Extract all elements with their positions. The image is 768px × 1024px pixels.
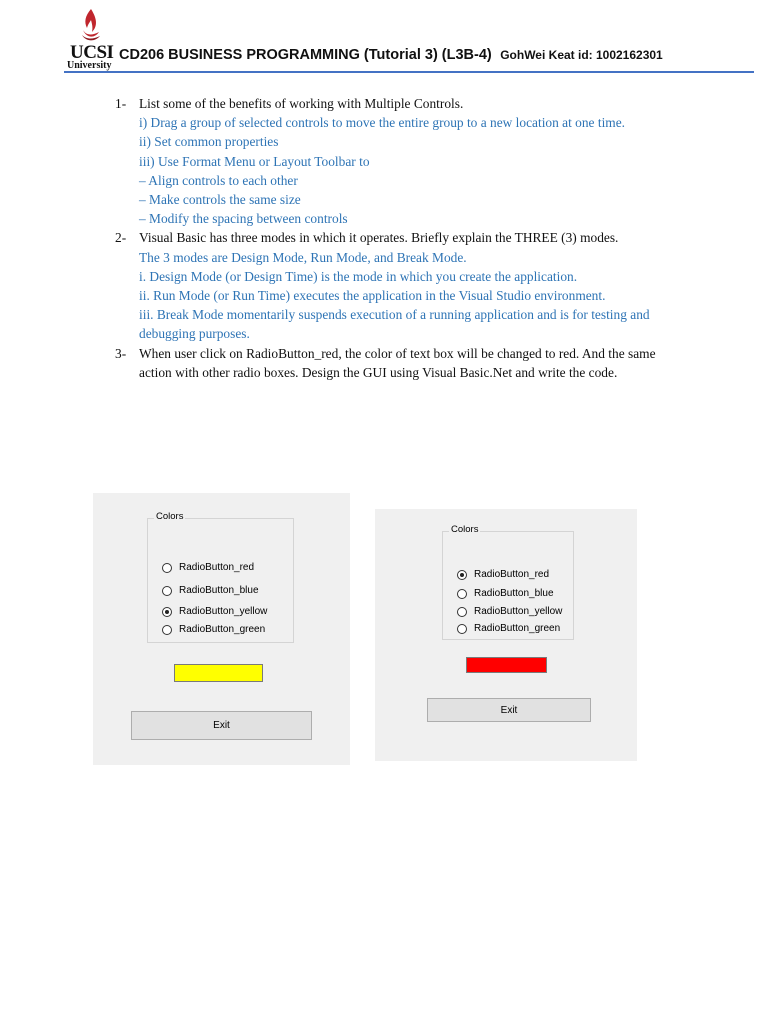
colors-groupbox [147,511,294,643]
radio-circle [162,586,172,596]
exit-button[interactable]: Exit [131,711,312,740]
radio-yellow[interactable] [162,606,267,617]
radio-label: RadioButton_yellow [179,606,268,617]
question-text: Visual Basic has three modes in which it operates. Briefly explain the THREE (3) modes. [139,230,619,246]
radio-label: RadioButton_blue [474,588,554,599]
question-number: 3- [115,345,127,361]
flame-icon [80,8,102,42]
question-2 [115,228,675,343]
answer-line: – Modify the spacing between controls [139,211,348,227]
radio-green[interactable] [457,623,560,634]
radio-blue[interactable] [457,588,554,599]
answer-line: iii) Use Format Menu or Layout Toolbar to [139,153,370,169]
groupbox-label: Colors [156,511,184,522]
question-number: 2- [115,230,127,246]
radio-red[interactable] [457,569,549,580]
radio-circle-checked [162,607,172,617]
logo-text: UCSI [70,42,114,63]
form-screenshot-yellow [93,493,350,765]
question-1 [115,94,675,228]
question-text: When user click on RadioButton_red, the color of text box will be changed to red. And the same action with other radio boxes. Design the GUI using Visual Basic.Net and write the code. [139,345,656,380]
color-textbox[interactable] [466,657,547,673]
radio-circle-checked [457,570,467,580]
question-number: 1- [115,96,127,111]
question-text: List some of the benefits of working with Multiple Controls. [139,96,464,111]
radio-label: RadioButton_green [179,624,266,635]
exit-button[interactable]: Exit [427,698,591,722]
question-3 [115,344,675,382]
radio-label: RadioButton_red [179,562,255,573]
answer-line: i) Drag a group of selected controls to move the entire group to a new location at one time. [139,115,625,131]
radio-label: RadioButton_yellow [474,606,563,617]
radio-circle [162,625,172,635]
answer-line: – Align controls to each other [139,172,298,188]
color-textbox[interactable] [174,664,263,682]
radio-label: RadioButton_blue [179,585,259,596]
colors-groupbox [442,524,574,640]
header-divider [64,71,754,73]
radio-label: RadioButton_green [474,623,561,634]
answer-line: i. Design Mode (or Design Time) is the mode in which you create the application. [139,268,578,284]
answer-line: – Make controls the same size [139,192,301,208]
radio-circle [457,589,467,599]
radio-yellow[interactable] [457,606,562,617]
answer-line: iii. Break Mode momentarily suspends execution of a running application and is for testing and debugging purposes. [139,307,650,342]
course-title: CD206 BUSINESS PROGRAMMING (Tutorial 3) (L3B-4) [119,47,492,63]
page-header [66,8,756,74]
answer-line: The 3 modes are Design Mode, Run Mode, and Break Mode. [139,249,467,265]
page-title [119,46,663,64]
question-list [115,94,675,382]
ucsi-logo [66,8,122,70]
radio-green[interactable] [162,624,265,635]
answer-line: ii. Run Mode (or Run Time) executes the application in the Visual Studio environment. [139,288,606,304]
radio-circle [457,607,467,617]
radio-circle [457,624,467,634]
radio-red[interactable] [162,562,254,573]
form-screenshot-red [375,509,637,761]
radio-circle [162,563,172,573]
student-info: GohWei Keat id: 1002162301 [500,48,663,62]
radio-label: RadioButton_red [474,569,550,580]
logo-subtext: University [67,60,112,71]
answer-line: ii) Set common properties [139,134,279,150]
groupbox-label: Colors [451,524,479,535]
radio-blue[interactable] [162,585,259,596]
